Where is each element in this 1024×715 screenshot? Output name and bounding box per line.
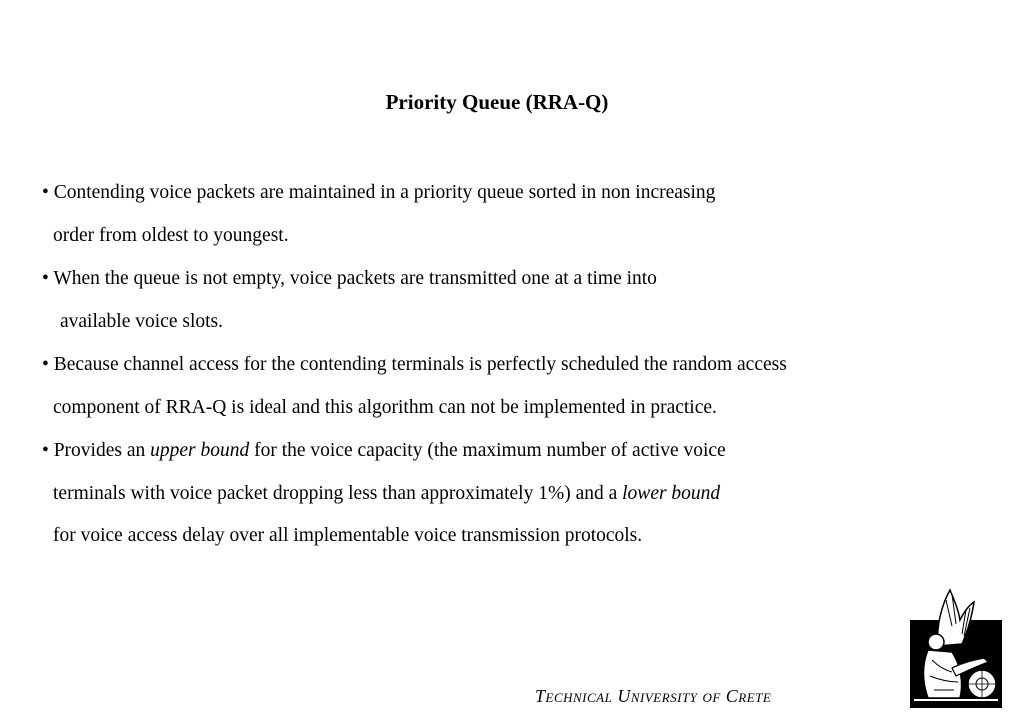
bullet-4-line-3: for voice access delay over all implementable voice transmission protocols. <box>53 525 643 546</box>
slide-title: Priority Queue (RRA-Q) <box>385 90 609 114</box>
bullet-1-line-1: • Contending voice packets are maintained in a priority queue sorted in non increasing <box>42 182 716 203</box>
university-name: Technical University of Crete <box>535 686 772 706</box>
lower-bound-emphasis: lower bound <box>622 483 721 504</box>
bullet-marker: • <box>42 354 54 375</box>
bullet-marker: • <box>42 268 54 289</box>
bullet-2-line-1: • When the queue is not empty, voice packets are transmitted one at a time into <box>42 268 657 289</box>
bullet-marker: • <box>42 440 54 461</box>
upper-bound-emphasis: upper bound <box>150 440 250 461</box>
university-seal-icon <box>908 586 1004 710</box>
bullet-4-line-2: terminals with voice packet dropping less than approximately 1%) and a lower bound <box>53 483 721 504</box>
bullet-4-line-1: • Provides an upper bound for the voice capacity (the maximum number of active voice <box>42 440 726 461</box>
bullet-marker: • <box>42 182 54 203</box>
bullet-2-line-2: available voice slots. <box>60 311 223 332</box>
bullet-1-line-2: order from oldest to youngest. <box>53 225 289 246</box>
bullet-3-line-2: component of RRA-Q is ideal and this algorithm can not be implemented in practice. <box>53 397 717 418</box>
bullet-3-line-1: • Because channel access for the contending terminals is perfectly scheduled the random access <box>42 354 787 375</box>
